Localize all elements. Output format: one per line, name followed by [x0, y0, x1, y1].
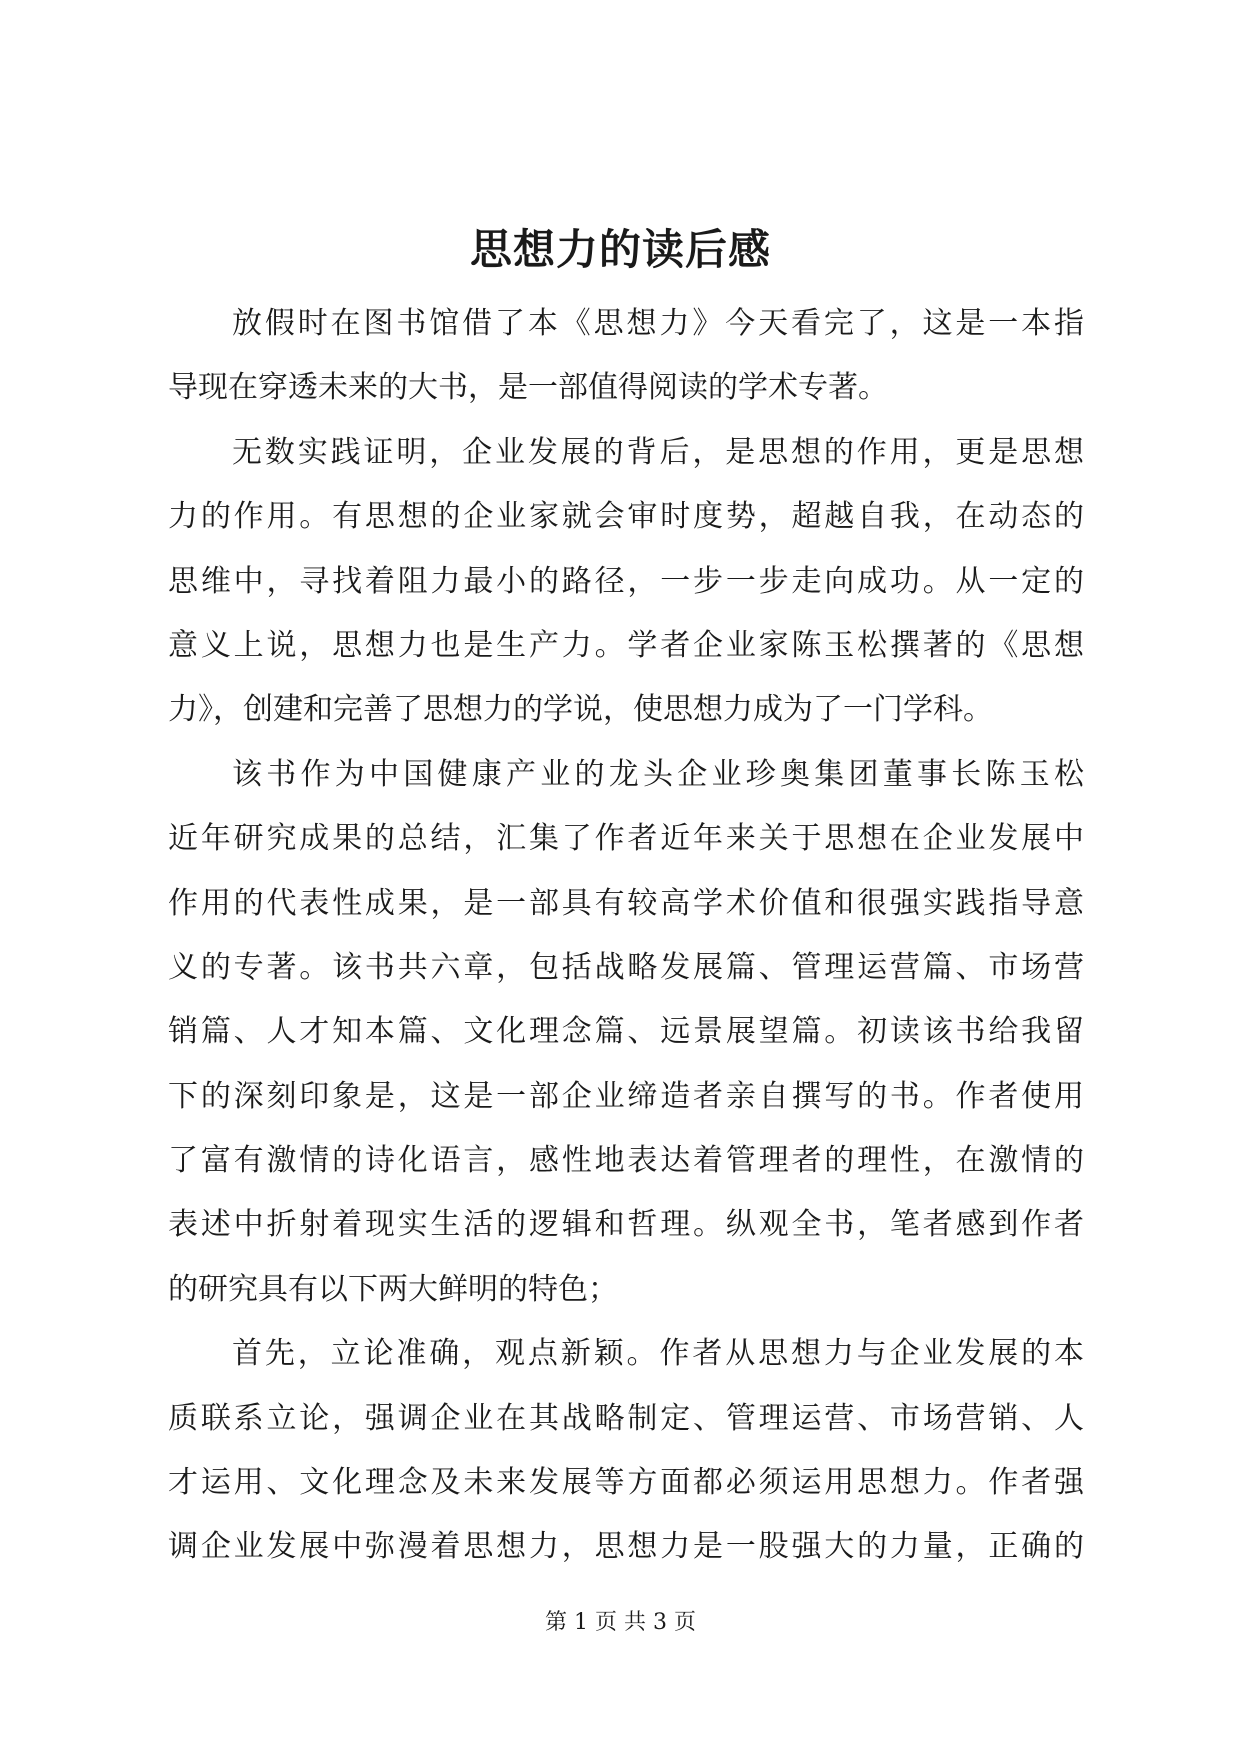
text-line: 放假时在图书馆借了本《思想力》今天看完了，这是一本指	[232, 306, 1084, 341]
document-title: 思想力的读后感	[469, 225, 771, 274]
text-line: 力》，创建和完善了思想力的学说，使思想力成为了一门学科。	[168, 692, 993, 728]
text-line: 首先，立论准确，观点新颖。作者从思想力与企业发展的本	[232, 1336, 1084, 1372]
text-line: 表述中折射着现实生活的逻辑和哲理。纵观全书，笔者感到作者	[168, 1207, 1084, 1243]
text-line: 作用的代表性成果，是一部具有较高学术价值和很强实践指导意	[168, 885, 1084, 921]
text-line: 思维中，寻找着阻力最小的路径，一步一步走向成功。从一定的	[168, 563, 1084, 599]
text-line: 销篇、人才知本篇、文化理念篇、远景展望篇。初读该书给我留	[168, 1014, 1084, 1050]
text-line: 下的深刻印象是，这是一部企业缔造者亲自撰写的书。作者使用	[168, 1078, 1084, 1114]
text-line: 该书作为中国健康产业的龙头企业珍奥集团董事长陈玉松	[232, 756, 1084, 792]
text-line: 才运用、文化理念及未来发展等方面都必须运用思想力。作者强	[168, 1465, 1084, 1501]
text-line: 质联系立论，强调企业在其战略制定、管理运营、市场营销、人	[168, 1400, 1084, 1436]
text-line: 无数实践证明，企业发展的背后，是思想的作用，更是思想	[232, 434, 1084, 470]
text-line: 了富有激情的诗化语言，感性地表达着管理者的理性，在激情的	[168, 1143, 1084, 1179]
page-footer	[0, 1608, 1241, 1638]
text-line: 义的专著。该书共六章，包括战略发展篇、管理运营篇、市场营	[168, 949, 1084, 985]
text-line: 导现在穿透未来的大书，是一部值得阅读的学术专著。	[168, 370, 888, 406]
text-line: 近年研究成果的总结，汇集了作者近年来关于思想在企业发展中	[168, 821, 1084, 857]
text-line: 的研究具有以下两大鲜明的特色；	[168, 1271, 618, 1307]
text-line: 意义上说，思想力也是生产力。学者企业家陈玉松撰著的《思想	[168, 627, 1084, 663]
text-line: 调企业发展中弥漫着思想力，思想力是一股强大的力量，正确的	[168, 1529, 1084, 1565]
document-body	[168, 292, 1084, 1580]
page-number: 第 1 页 共 3 页	[545, 1610, 696, 1635]
text-line: 力的作用。有思想的企业家就会审时度势，超越自我，在动态的	[168, 499, 1084, 535]
